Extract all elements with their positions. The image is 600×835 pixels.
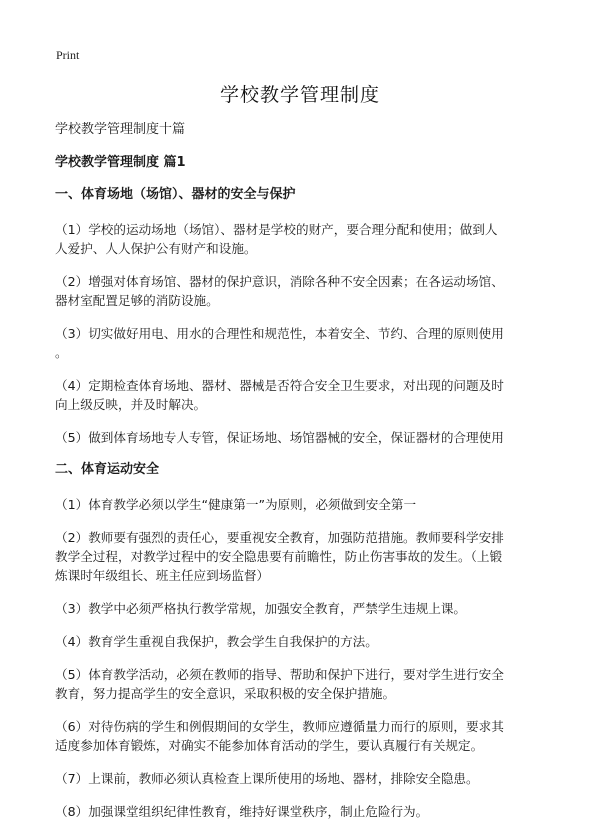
paragraph: （6）对待伤病的学生和例假期间的女学生，教师应遵循量力而行的原则，要求其 适度参加体育锻炼，对确实不能参加体育活动的学生，要认真履行有关规定。 xyxy=(55,719,504,753)
paragraph: （2）教师要有强烈的责任心，要重视安全教育，加强防范措施。教师要科学安排 教学全过程，对教学过程中的安全隐患要有前瞻性，防止伤害事故的发生。（上锻 炼课时年级组长、班主任应到场监督） xyxy=(55,530,504,583)
print-label: Print xyxy=(56,48,80,62)
paragraph: （4）教育学生重视自我保护，教会学生自我保护的方法。 xyxy=(55,634,378,649)
document-body xyxy=(55,121,550,835)
paragraph: （5）做到体育场地专人专管，保证场地、场馆器械的安全，保证器材的合理使用 xyxy=(55,430,504,445)
paragraph: （7）上课前，教师必须认真检查上课所使用的场地、器材，排除安全隐患。 xyxy=(55,771,479,786)
paragraph: （8）加强课堂组织纪律性教育，维持好课堂秩序，制止危险行为。 xyxy=(55,804,429,819)
section-heading-venues: 一、体育场地（场馆）、器材的安全与保护 xyxy=(55,187,296,202)
document-subtitle: 学校教学管理制度十篇 xyxy=(55,122,186,137)
section-heading-sports-safety: 二、体育运动安全 xyxy=(55,462,160,477)
paragraph: （3）切实做好用电、用水的合理性和规范性，本着安全、节约、合理的原则使用 。 xyxy=(55,326,504,360)
paragraph: （4）定期检查体育场地、器材、器械是否符合安全卫生要求，对出现的问题及时 向上级反映，并及时解决。 xyxy=(55,378,504,412)
article-heading: 学校教学管理制度 篇1 xyxy=(55,155,186,170)
paragraph: （5）体育教学活动，必须在教师的指导、帮助和保护下进行，要对学生进行安全 教育，努力提高学生的安全意识，采取积极的安全保护措施。 xyxy=(55,667,504,701)
paragraph: （1）学校的运动场地（场馆）、器材是学校的财产，要合理分配和使用；做到人 人爱护、人人保护公有财产和设施。 xyxy=(55,222,498,256)
paragraph: （3）教学中必须严格执行教学常规，加强安全教育，严禁学生违规上课。 xyxy=(55,601,467,616)
page-title: 学校教学管理制度 xyxy=(219,84,380,106)
paragraph: （1）体育教学必须以学生“健康第一”为原则，必须做到安全第一 xyxy=(55,497,417,512)
paragraph: （2）增强对体育场馆、器材的保护意识，消除各种不安全因素；在各运动场馆、 器材室配置足够的消防设施。 xyxy=(55,274,504,308)
